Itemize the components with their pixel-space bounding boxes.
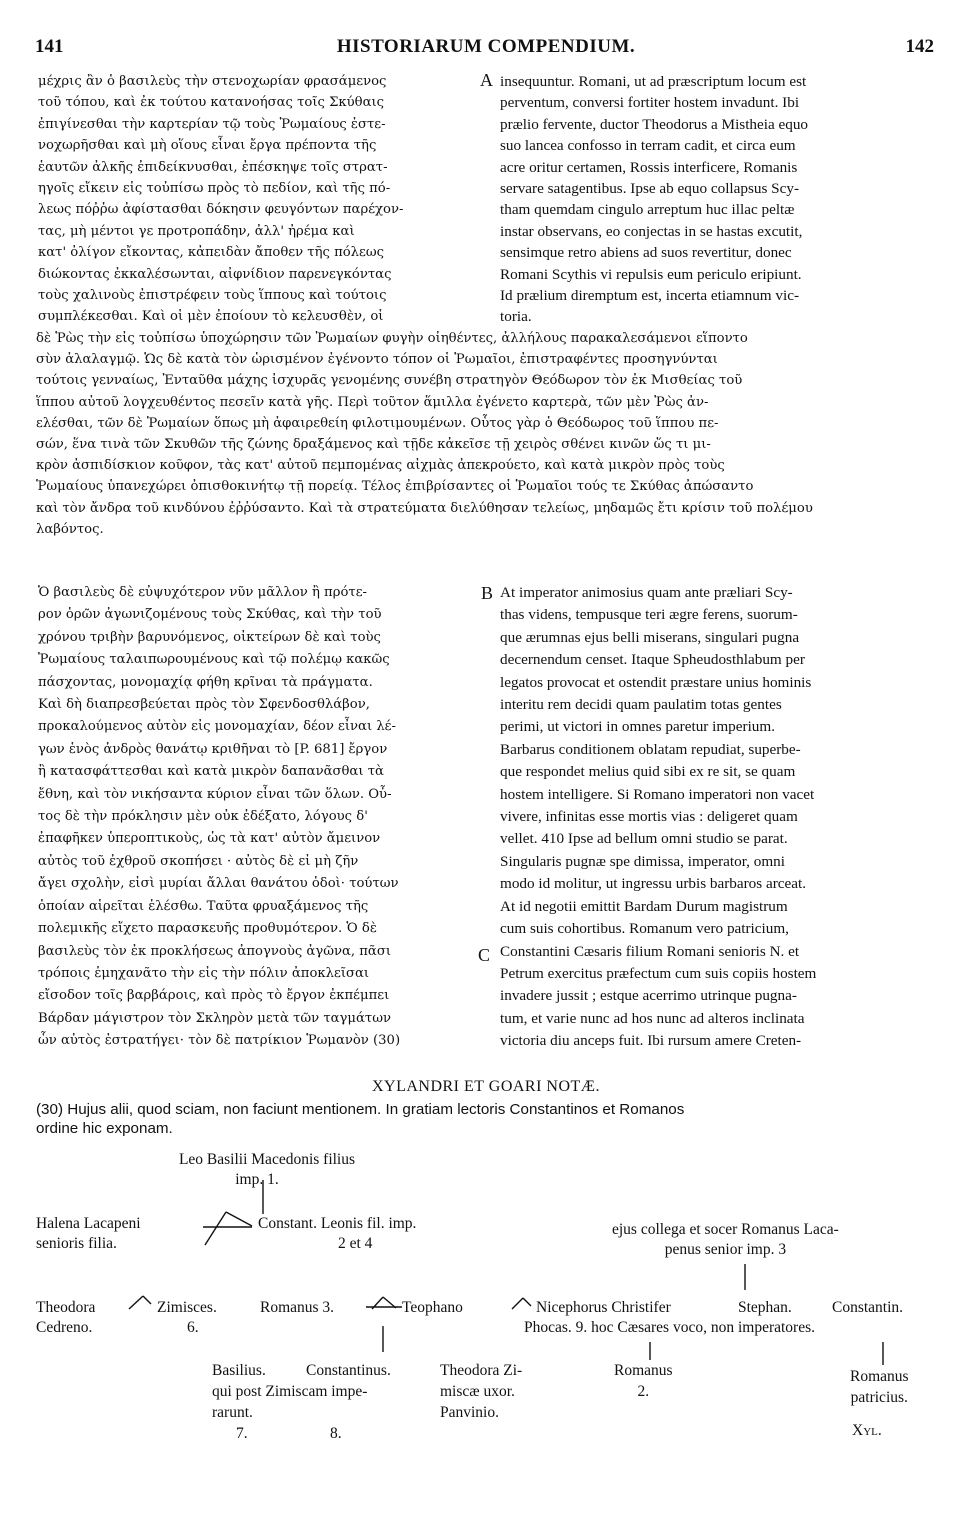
latin-line: que ærumnas ejus belli miserans, singulari pugna [500,628,800,646]
greek-line: χρόνου τριβὴν βαρυνόμενος, οἰκτείρων δὲ καὶ τοὺς [38,629,381,645]
greek-line: Καὶ δὴ διαπρεσβεύεται πρὸς τὸν Σφενδοσθλάβον, [38,697,370,713]
greek-line: Βάρδαν μάγιστρον τὸν Σκληρὸν μετὰ τῶν ταγμάτων [38,1010,391,1026]
greek-line: Ὁ βασιλεὺς δὲ εὐψυχότερον νῦν μᾶλλον ἢ πρότε- [38,585,368,600]
tree-label: Basilius. [212,1362,266,1379]
greek-line: ἢ κατασφάττεσθαι καὶ κατὰ μικρὸν δαπανᾶσθαι τὰ [38,764,384,780]
greek-line: ρον ὁρῶν ἀγωνιζομένους τοὺς Σκύθας, καὶ τὴν τοῦ [38,607,382,623]
greek-line: ἐπαφῆκεν ὑπεροπτικοὺς, ὡς τὰ κατ' αὐτὸν ἄμεινον [38,831,381,847]
greek-line: πάσχοντας, μονομαχίᾳ φήθη κρῖναι τὰ πράγματα. [38,674,373,690]
tree-node-romanus-patricius [850,1366,909,1408]
tree-label: Teophano [402,1299,463,1316]
latin-line: instar observans, eo conjectas in se hastas excutit, [500,222,803,240]
tree-label: rarunt. [212,1404,253,1421]
tree-label: penus senior imp. 3 [664,1241,787,1258]
latin-line: sensimque retro abiens ad suos revertitur, donec [500,244,792,262]
tree-node-ejus [612,1220,839,1260]
latin-line: At imperator animosius quam ante præliari Scy- [500,584,793,601]
greek-line: βασιλεὺς τὸν ἐκ προκλήσεως ἀπογνοὺς ἀγῶνα, πᾶσι [38,943,392,959]
tree-node-romanus2 [614,1360,673,1402]
tree-label: Halena Lacapeni [36,1215,141,1232]
tree-node-romanus3 [260,1298,334,1318]
tree-node-constantin [832,1298,903,1318]
running-title: HISTORIARUM COMPENDIUM. [336,36,636,57]
greek-line: ὁποίαν αἱρεῖται ἑλέσθω. Ταῦτα φρυαξάμενος τῆς [38,898,369,914]
greek-line: τρόποις ἐμηχανᾶτο τὴν εἰς τὴν πόλιν ἀποκλεῖσαι [38,965,370,981]
tree-label: 8. [330,1425,342,1442]
tree-label: miscæ uxor. [440,1383,515,1400]
tree-label: Romanus [614,1362,673,1379]
latin-line: servare satagentibus. Ipse ab equo collapsus Scy- [500,180,800,198]
tree-label: Romanus 3. [260,1299,335,1316]
latin-line: vivere, infinitas esse mortis vias : deligeret quam [500,808,798,826]
tree-node-zimisces [157,1298,217,1338]
tree-label: Theodora Zi- [440,1362,523,1379]
tree-line [205,1212,226,1245]
latin-line: acre oritur certamen, Rossis interficere, Romanis [500,158,798,176]
latin-line: suo lancea confosso in terram cadit, et circa eum [500,137,796,155]
greek-line: δὲ Ῥὼς τὴν εἰς τοὐπίσω ὑποχώρησιν τῶν Ῥωμαίων φυγὴν οἰηθέντες, ἀλλήλους παρακαλεσάμενοι εἵποντο [36,331,748,346]
greek-line: τοὺς χαλινοὺς ἐπιστρέφειν τοὺς ἵππους καὶ τούτοις [38,288,387,304]
note-line: (30) Hujus alii, quod sciam, non faciunt mentionem. In gratiam lectoris Constantinos et Romanos [36,1101,685,1118]
tree-label: Leo Basilii Macedonis filius [178,1151,356,1168]
tree-label: 6. [187,1319,199,1336]
tree-label: 2. [637,1383,650,1400]
greek-line: τας, μὴ μέντοι γε προτροπάδην, ἀλλ' ἠρέμα καὶ [38,223,355,239]
margin-marker-c: C [478,945,491,965]
tree-line [129,1296,143,1309]
tree-node-theodora [36,1298,95,1338]
tree-label: Constant. Leonis fil. imp. [258,1215,417,1232]
greek-line: πολεμικῆς εἴχετο παρασκευῆς προθυμότερον. Ὁ δὲ [38,921,377,937]
note-line: ordine hic exponam. [36,1120,173,1137]
tree-label: senioris filia. [36,1235,117,1252]
latin-line: tham quemdam cingulo arreptum huc illac peltæ [500,201,795,219]
latin-line: que respondet melius quid sibi ex re sit, se quam [500,763,796,781]
greek-line: ελέσθαι, τῶν δὲ Ῥωμαίων ὅπως μὴ ἀφαιρεθείη φιλοτιμουμένων. Οὗτος γὰρ ὁ Θεόδωρος τοῦ ἵππου πε- [36,415,719,431]
greek-line: διώκοντας ἐκκαλέσωνται, αἰφνίδιον παρενεγκόντας [38,266,392,282]
tree-line [143,1296,151,1304]
tree-node-leo [142,1150,392,1190]
latin-line: insequuntur. Romani, ut ad præscriptum locum est [500,73,807,90]
greek-line: ἄγει σχολὴν, εἰσὶ μυρίαι ἄλλαι θανάτου ὁδοὶ· τούτων [38,876,399,892]
latin-line: prælio fervente, ductor Theodorus a Mistheia equo [500,115,809,133]
latin-line: Singularis pugnæ spe dimissa, imperator, omni [500,852,785,870]
tree-label: 2 et 4 [338,1235,373,1252]
greek-line: λεως πόῤῥω ἀφίστασθαι δόκησιν φευγόντων παρέχον- [38,202,404,218]
greek-line: Ῥωμαίους ταλαιπωρουμένους καὶ τῷ πολέμῳ κακῶς [38,652,390,668]
greek-line: γων ἑνὸς ἀνδρὸς θανάτῳ κριθῆναι τὸ [P. 681] ἔργον [38,741,388,757]
tree-node-constant [258,1214,416,1254]
greek-line: κρὸν ἀσπιδίσκιον κοῦφον, τὰς κατ' αὐτοῦ πεμπομένας αἰχμὰς ἀπεκρούετο, καὶ κατὰ μικρὸν πρὸς τοὺς [36,458,725,474]
greek-line: τούτοις γενναίως, Ἐνταῦθα μάχης ἰσχυρᾶς γενομένης συνέβη στρατηγὸν Θεόδωρον τὸν ἐκ Μισθείας τοῦ [36,373,743,389]
tree-node-stephan [738,1298,792,1318]
greek-line: σών, ἕνα τινὰ τῶν Σκυθῶν τῆς ζώνης δραξάμενος καὶ τῇδε κἀκεῖσε τῇ χειρὸς σθένει κινῶν ὥς τι μι- [36,437,711,453]
latin-line: perimi, ut victori in omnes paretur imperium. [500,718,775,736]
tree-label: ejus collega et socer Romanus Laca- [612,1221,839,1238]
latin-line: At id negotii emittit Bardam Durum magistrum [500,897,788,915]
tree-label: 7. [236,1425,248,1442]
greek-line: τοῦ τόπου, καὶ ἐκ τούτου κατανοήσας τοῖς Σκύθαις [38,95,385,111]
greek-line: ἑαυτῶν ἀλκῆς ἐπιδείκνυσθαι, ἐπέσκηψε τοῖς στρατ- [38,159,388,175]
tree-line [226,1212,252,1226]
greek-line: ἐπιγίνεσθαι τὴν καρτερίαν τῷ τοὺς Ῥωμαίους ἐστε- [38,116,386,132]
page-number-left: 141 [35,36,64,57]
notes-title: XYLANDRI ET GOARI NOTÆ. [371,1078,601,1095]
tree-label: qui post Zimiscam impe- [212,1383,368,1400]
signature-xyl: Xyl. [852,1422,882,1439]
greek-line: λαβόντος. [36,521,104,537]
greek-line: ὧν αὐτὸς ἐστρατήγει· τὸν δὲ πατρίκιον Ῥωμανὸν (30) [38,1033,401,1049]
latin-line: Id prælium diremptum est, incerta etiamnum vic- [500,287,800,305]
latin-line: modo id molitur, ut ingressu urbis barbaros arceat. [500,875,807,893]
tree-label: Constantin. [832,1299,904,1316]
tree-line [512,1298,523,1309]
margin-marker-a: A [480,70,493,90]
latin-line: tum, et varie nunc ad hos nunc ad alteros inclinata [500,1009,805,1027]
latin-line: Romani Scythis vi repulsis eum periculo eripiunt. [500,265,802,283]
greek-line: Ῥωμαίους ὑπανεχώρει ὀπισθοκινήτῳ τῇ πορείᾳ. Τέλος ἐπιβρίσαντες οἱ Ῥωμαῖοι τούς τε Σκύθας ἀπώσαντο [36,479,754,495]
greek-line: αὐτὸς τοῦ ἐχθροῦ σκοπήσει · αὐτὸς δὲ εἰ μὴ ζῆν [38,853,359,869]
tree-label: Phocas. 9. hoc Cæsares voco, non imperatores. [524,1319,815,1336]
greek-line: σὺν ἀλαλαγμῷ. Ὡς δὲ κατὰ τὸν ὡρισμένον ἐγένοντο τόπον οἱ Ῥωμαῖοι, ἐπιστραφέντες προσηγνύνται [36,352,718,368]
latin-line: perventum, conversi fortiter hostem invadunt. Ibi [500,94,800,112]
latin-line: toria. [500,308,532,326]
latin-line: interitu rem decidi quam paulatim totas gentes [500,696,782,714]
latin-line: hostem intelligere. Si Romano imperatori non vacet [500,785,815,803]
greek-line: κατ' ὀλίγον εἴκοντας, κἀπειδὰν ἄποθεν τῆς πόλεως [38,245,385,261]
latin-line: decernendum censet. Itaque Spheudosthlabum per [500,651,805,669]
greek-line: μέχρις ἂν ὁ βασιλεὺς τὴν στενοχωρίαν φρασάμενος [38,74,387,89]
tree-label: Panvinio. [440,1404,499,1421]
tree-label: imp. 1. [235,1171,279,1188]
tree-label: patricius. [850,1389,908,1406]
latin-line: thas videns, tempusque teri ægre ferens, suorum- [500,606,798,624]
tree-label: Zimisces. [157,1299,217,1316]
greek-line: συμπλέκεσθαι. Καὶ οἱ μὲν ἐποίουν τὸ κελευσθὲν, οἱ [38,309,384,325]
tree-node-constantinus [306,1360,391,1444]
greek-line: προκαλούμενος αὐτὸν εἰς μονομαχίαν, δέον εἶναι λέ- [38,719,396,735]
tree-label: Constantinus. [306,1362,391,1379]
latin-line: legatos provocat et ostendit præstare unius hominis [500,673,812,691]
latin-line: Barbarus conditionem oblatam repudiat, superbe- [500,740,801,758]
latin-line: cum suis cohortibus. Romanum vero patricium, [500,920,789,938]
latin-line: victoria diu anceps fuit. Ibi rursum amere Creten- [500,1032,802,1050]
tree-spacer [306,1381,391,1423]
latin-line: vellet. 410 Ipse ad bellum omni studio se parat. [500,830,788,848]
greek-line: ἔθνη, καὶ τὸν νικήσαντα κύριον εἶναι τῶν ὅλων. Οὗ- [38,786,392,802]
tree-label: Romanus [850,1368,909,1385]
latin-line: Petrum exercitus præfectum cum suis copiis hostem [500,964,817,982]
tree-label: Cedreno. [36,1319,93,1336]
greek-line: νοχωρῆσθαι καὶ μὴ οἵους εἶναι ἔργα πρέποντα τῆς [38,138,377,154]
latin-line: invadere jussit ; estque acerrimo utrinque pugna- [500,987,797,1005]
tree-node-theodora-zimiscae [440,1360,522,1423]
margin-marker-b: B [481,583,494,603]
tree-label: Theodora [36,1299,96,1316]
greek-line: ηγοῖς εἴκειν εἰς τοὐπίσω πρὸς τὸ πεδίον, καὶ τῆς πό- [38,181,391,197]
greek-line: καὶ τὸν ἄνδρα τοῦ κινδύνου ἐῤῥύσαντο. Καὶ τὰ στρατεύματα διελύθησαν τελείως, μηδαμῶς ἔτι κρίσιν τοῦ πολέμου [36,500,813,516]
tree-node-helena [36,1214,141,1254]
tree-node-teophano [402,1298,463,1318]
page-number-right: 142 [905,36,934,57]
tree-label: Nicephorus Christifer [536,1299,671,1316]
greek-line: εἴσοδον τοῖς βαρβάροις, καὶ πρὸς τὸ ἔργον ἐκπέμπει [38,988,390,1004]
tree-label: Stephan. [738,1299,792,1316]
greek-line: ἵππου αὐτοῦ λογχευθέντος πεσεῖν κατὰ γῆς. Περὶ τοῦτον ἅμιλλα ἐγένετο καρτερὰ, τῶν μὲν Ῥὼς ἀν- [36,394,709,410]
greek-line: τος δὲ τὴν πρόκλησιν μὲν οὐκ ἐδέξατο, λόγους δ' [38,809,368,825]
latin-line: Constantini Cæsaris filium Romani senioris N. et [500,942,800,960]
